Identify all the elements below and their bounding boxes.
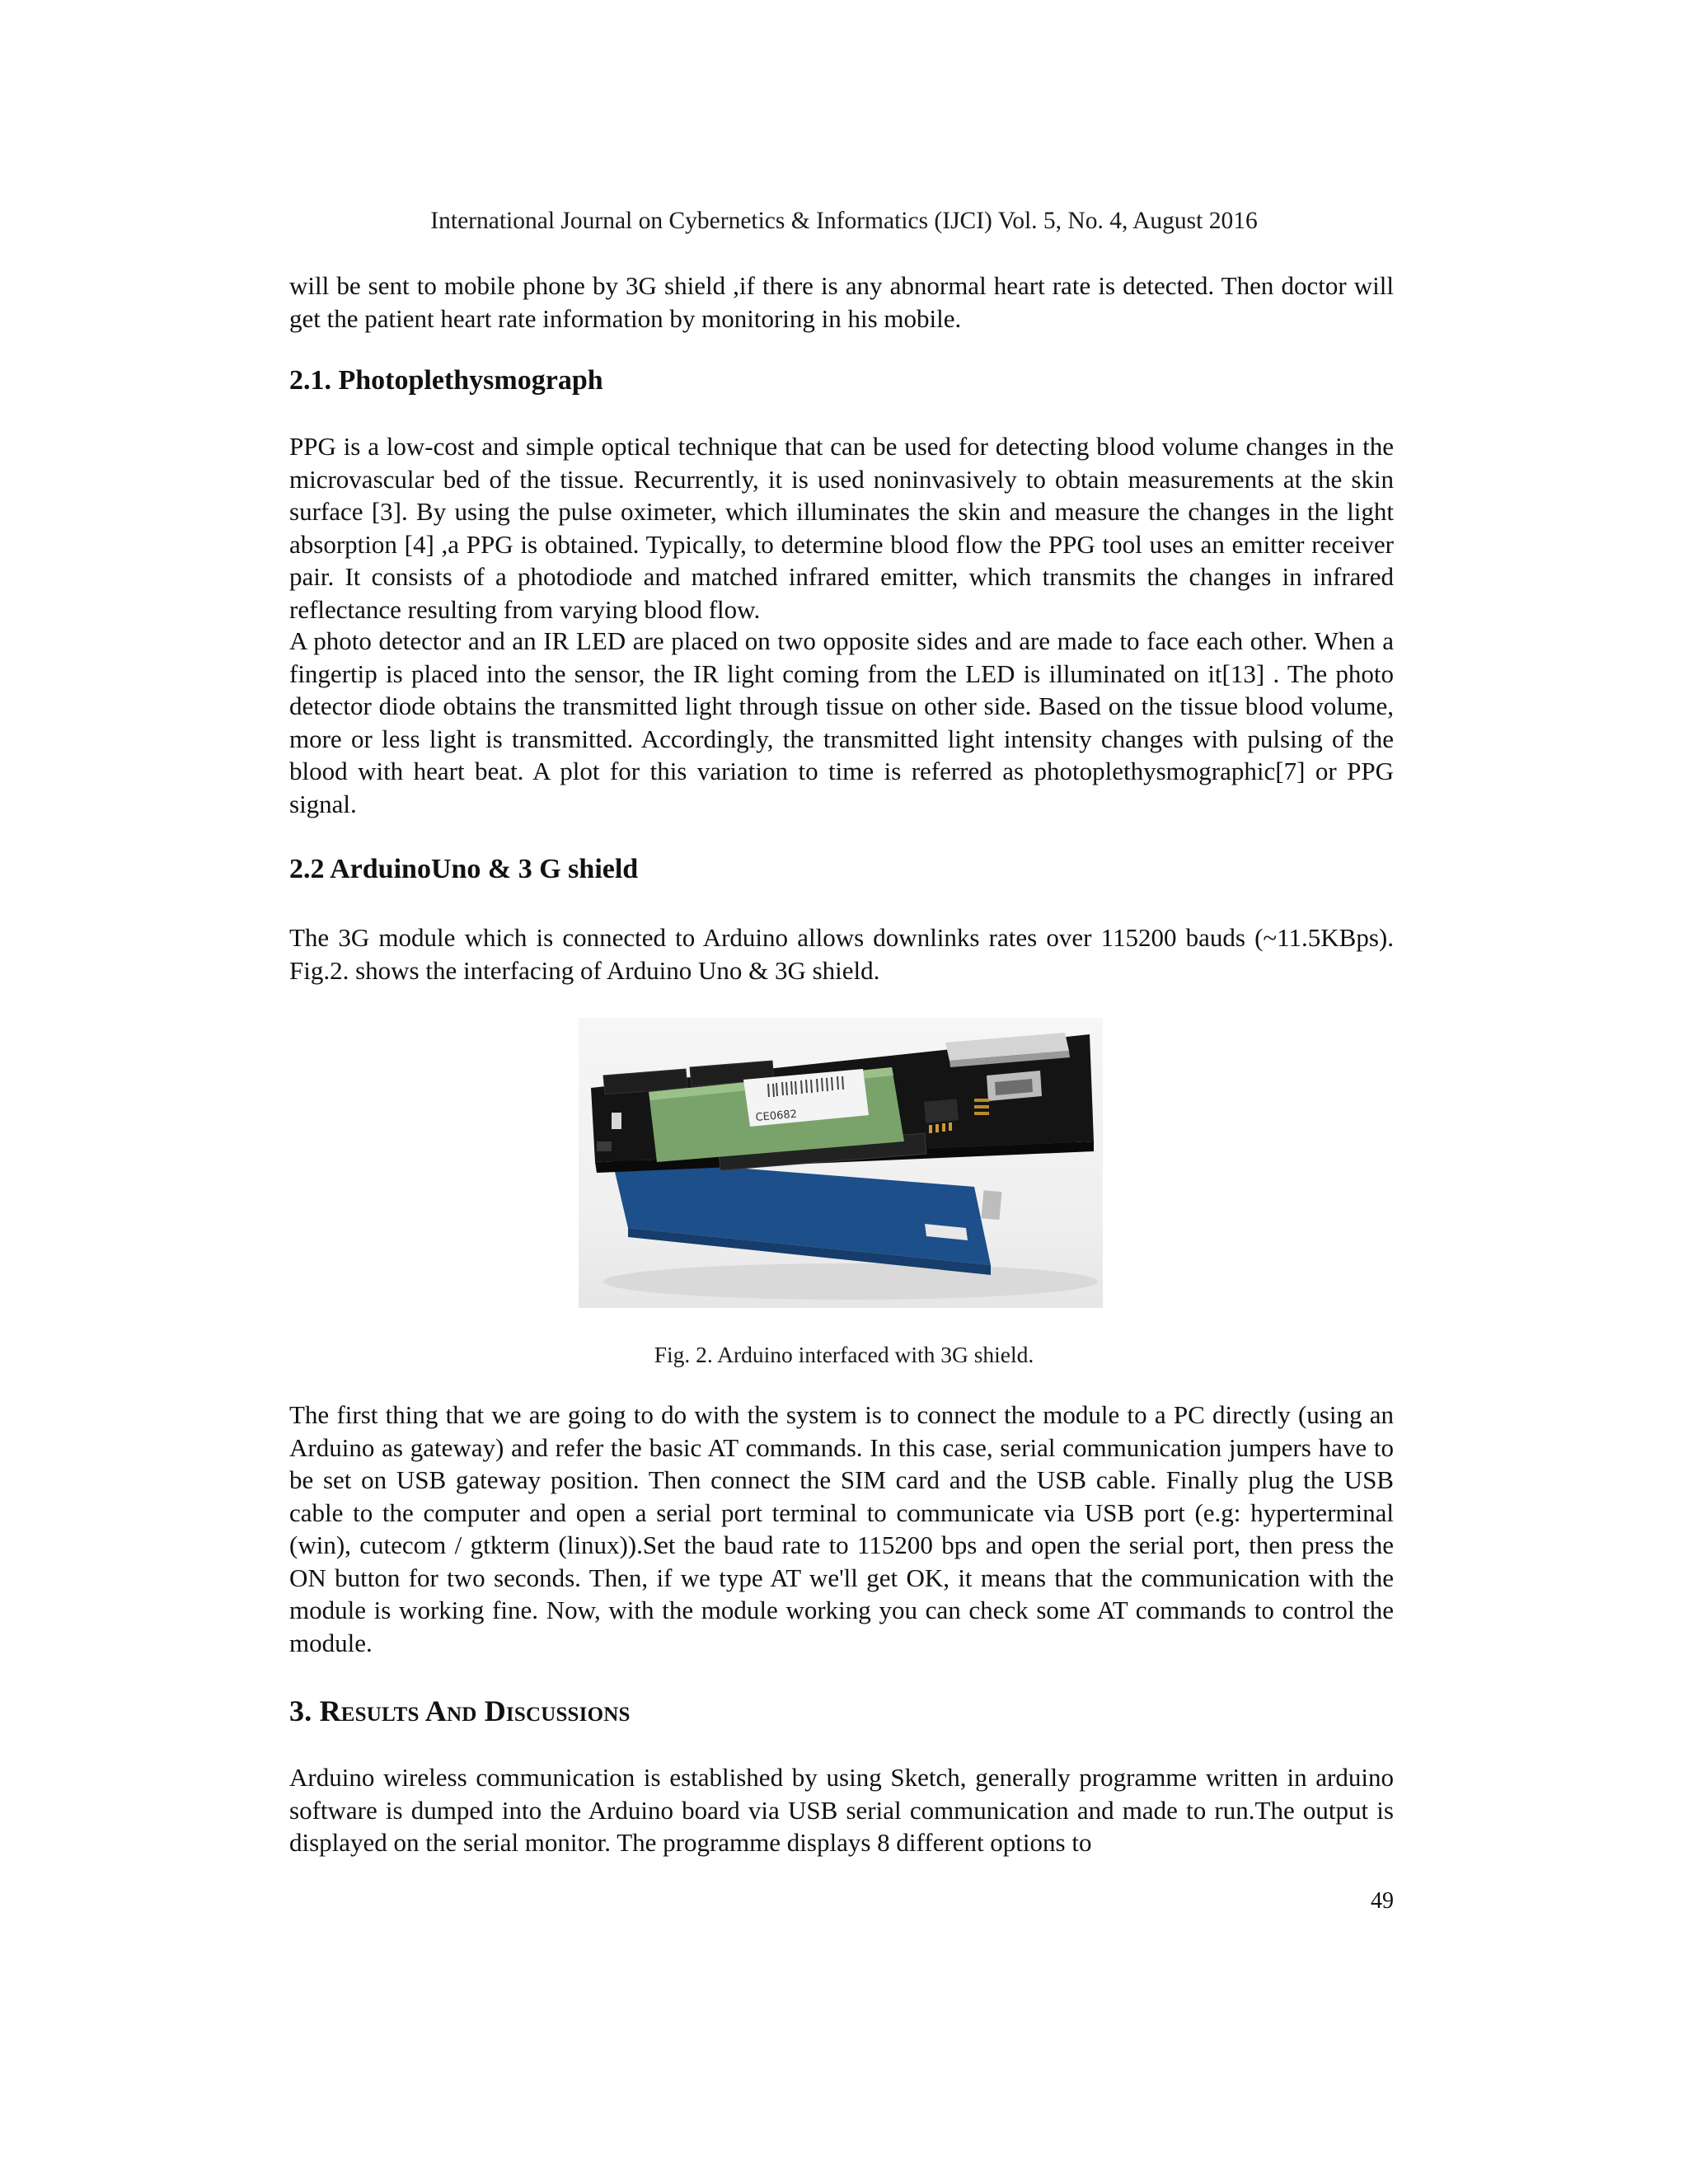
section-3-paragraph: Arduino wireless communication is established by using Sketch, generally programme written in arduino software is dumped into the Arduino board via USB serial communication and made to run.The output is displayed on the serial monitor. The programme displays 8 different options to: [289, 1763, 1394, 1857]
section-3-heading: 3. Results And Discussions: [289, 1694, 631, 1727]
figure-caption: Fig. 2. Arduino interfaced with 3G shield.: [654, 1342, 1034, 1367]
arduino-3g-shield-photo: [579, 1018, 1103, 1308]
page-number: 49: [1371, 1888, 1394, 1914]
section-2-2-heading: 2.2 ArduinoUno & 3 G shield: [289, 854, 639, 884]
module-ce-mark: CE0682: [755, 1108, 798, 1124]
arduino-3g-shield-illustration: [579, 1018, 1103, 1308]
section-2-1-paragraph-2: A photo detector and an IR LED are placed on two opposite sides and are made to face each other. When a fingertip is placed into the sensor, the IR light coming from the LED is illuminated on it[13] . The photo detector diode obtains the transmitted light through tissue on other side. Based on the tissue blood volume, more or less light is transmitted. Accordingly, the transmitted light intensity changes with pulsing of the blood with heart beat. A plot for this variation to time is referred as photoplethysmographic[7] or PPG signal.: [289, 626, 1394, 818]
section-2-1-paragraph-1: PPG is a low-cost and simple optical technique that can be used for detecting blood volume changes in the microvascular bed of the tissue. Recurrently, it is used noninvasively to obtain measurements at the skin surface [3]. By using the pulse oximeter, which illuminates the skin and measure the changes in the light absorption [4] ,a PPG is obtained. Typically, to determine blood flow the PPG tool uses an emitter receiver pair. It consists of a photodiode and matched infrared emitter, which transmits the changes in infrared reflectance resulting from varying blood flow.: [289, 432, 1394, 624]
section-2-2-paragraph: The 3G module which is connected to Arduino allows downlinks rates over 115200 bauds (~11.5KBps). Fig.2. shows the interfacing of Arduino Uno & 3G shield.: [289, 923, 1394, 985]
intro-paragraph: will be sent to mobile phone by 3G shield ,if there is any abnormal heart rate is detected. Then doctor will get the patient heart rate information by monitoring in his mobile.: [289, 271, 1394, 333]
section-2-1-heading: 2.1. Photoplethysmograph: [289, 365, 603, 396]
after-figure-paragraph: The first thing that we are going to do with the system is to connect the module to a PC directly (using an Arduino as gateway) and refer the basic AT commands. In this case, serial communication jumpers have to be set on USB gateway position. Then connect the SIM card and the USB cable. Finally plug the USB cable to the computer and open a serial port terminal to communicate via USB port (e.g: hyperterminal (win), cutecom / gtkterm (linux)).Set the baud rate to 115200 bps and open the serial port, then press the ON button for two seconds. Then, if we type AT we'll get OK, it means that the communication with the module is working fine. Now, with the module working you can check some AT commands to control the module.: [289, 1400, 1394, 1657]
running-header: International Journal on Cybernetics & Informatics (IJCI) Vol. 5, No. 4, August 2016: [430, 208, 1258, 234]
